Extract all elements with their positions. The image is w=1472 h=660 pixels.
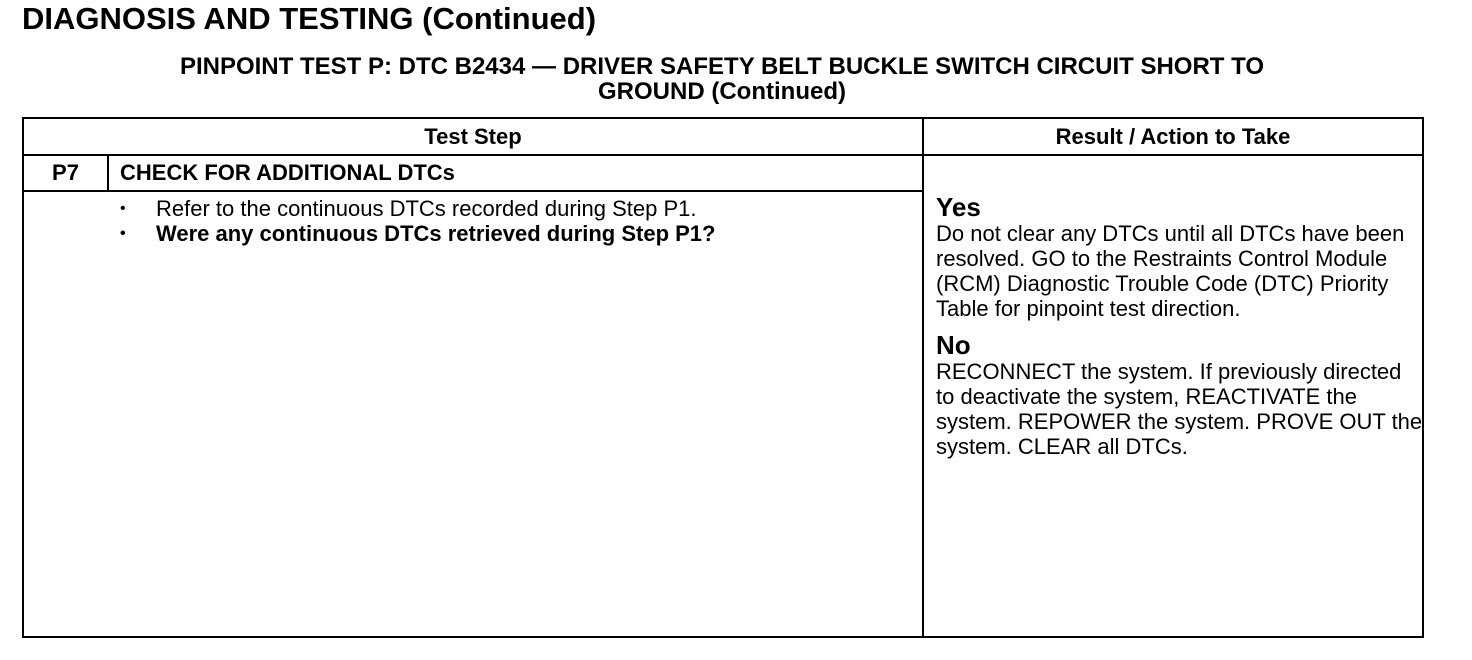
result-actions [936,193,1424,469]
step-title-divider [24,190,922,192]
step-instructions [116,196,916,246]
step-id: P7 [52,160,79,185]
result-yes-action: Do not clear any DTCs until all DTCs have been resolved. GO to the Restraints Control Module (RCM) Diagnostic Trouble Code (DTC) Priority Table for pinpoint test direction. [936,221,1405,321]
result-no-action: RECONNECT the system. If previously directed to deactivate the system, REACTIVATE the system. REPOWER the system. PROVE OUT the system. CLEAR all DTCs. [936,359,1423,459]
column-divider [922,119,924,636]
list-item [116,196,916,221]
result-no-label: No [936,330,971,360]
pinpoint-test-table [22,117,1424,638]
step-title: CHECK FOR ADDITIONAL DTCs [120,160,455,185]
bullet-icon: • [120,200,126,217]
bullet-icon: • [120,225,126,242]
pinpoint-test-title-line2: GROUND (Continued) [598,78,846,105]
question-text: Were any continuous DTCs retrieved during Step P1? [156,221,716,246]
pinpoint-test-title [22,54,1422,104]
result-yes-label: Yes [936,192,981,222]
page-title: DIAGNOSIS AND TESTING (Continued) [22,1,597,36]
list-item [116,221,916,246]
pinpoint-test-title-line1: PINPOINT TEST P: DTC B2434 — DRIVER SAFETY BELT BUCKLE SWITCH CIRCUIT SHORT TO [179,53,1265,80]
header-result-action: Result / Action to Take [1055,124,1291,149]
instruction-text: Refer to the continuous DTCs recorded during Step P1. [156,196,697,221]
step-id-divider [107,156,109,190]
header-test-step: Test Step [424,124,522,149]
